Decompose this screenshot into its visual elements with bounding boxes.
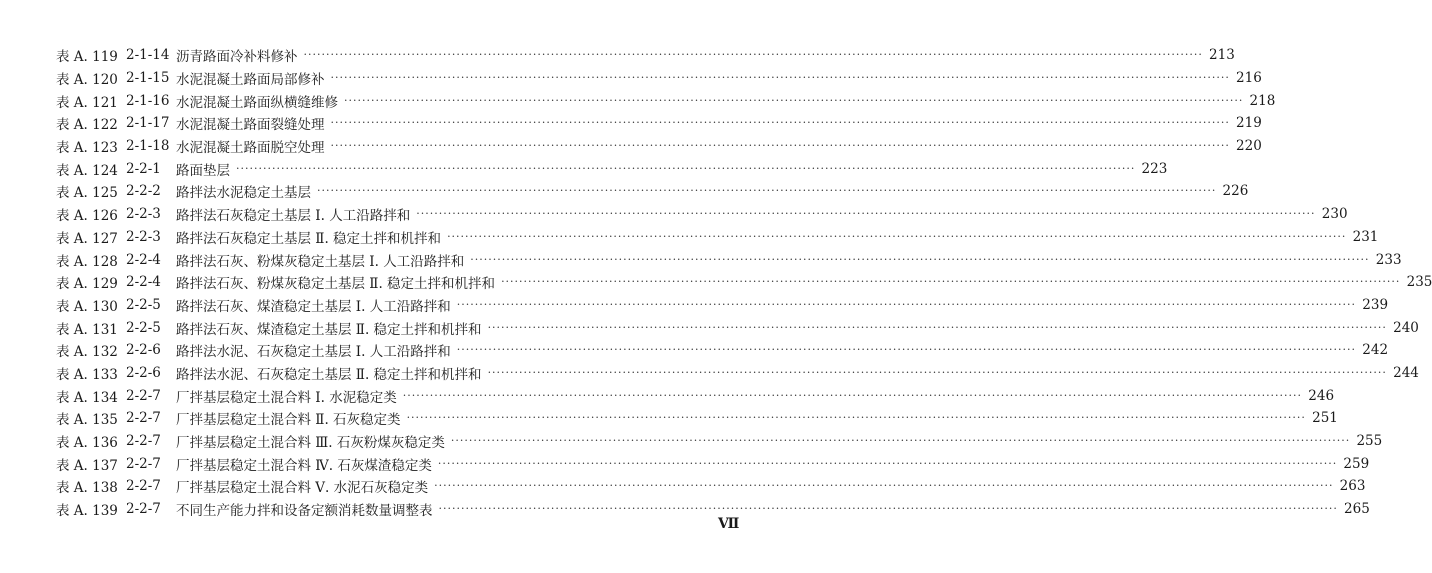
entry-page-number: 242 [1362, 342, 1389, 359]
entry-page-number: 235 [1406, 274, 1432, 291]
entry-title: 路拌法石灰、煤渣稳定土基层 Ⅰ. 人工沿路拌和 [176, 298, 451, 315]
entry-title: 厂拌基层稳定土混合料 Ⅲ. 石灰粉煤灰稳定类 [176, 435, 445, 452]
entry-code: 2-2-3 [126, 206, 161, 223]
dot-leader: ········································································································································································································ [330, 71, 1230, 85]
entry-code: 2-1-14 [126, 47, 170, 64]
dot-leader: ········································································································································································································ [487, 320, 1387, 334]
entry-code: 2-2-7 [126, 455, 161, 472]
dot-leader: ········································································································································································································ [470, 252, 1370, 266]
entry-title: 水泥混凝土路面局部修补 [176, 72, 325, 89]
entry-code: 2-2-5 [126, 296, 161, 313]
entry-code: 2-2-7 [126, 387, 161, 404]
entry-page-number: 231 [1352, 228, 1379, 245]
entry-table-number: 表 A. 125 [56, 185, 118, 202]
dot-leader: ········································································································································································································ [402, 388, 1303, 402]
entry-page-number: 220 [1236, 138, 1262, 155]
entry-table-number: 表 A. 132 [56, 344, 118, 361]
entry-code: 2-2-4 [126, 274, 161, 291]
dot-leader: ········································································································································································································ [438, 502, 1338, 516]
toc-entry[interactable] [56, 112, 1262, 135]
dot-leader: ········································································································································································································ [447, 229, 1347, 243]
entry-table-number: 表 A. 135 [56, 412, 118, 429]
toc-entry[interactable] [56, 407, 1338, 430]
toc-entry[interactable] [56, 203, 1348, 226]
dot-leader: ········································································································································································································ [236, 161, 1136, 175]
entry-title: 厂拌基层稳定土混合料 Ⅱ. 石灰稳定类 [176, 412, 401, 429]
toc-entry[interactable] [56, 475, 1366, 498]
entry-table-number: 表 A. 120 [56, 72, 118, 89]
entry-page-number: 251 [1312, 410, 1338, 427]
entry-code: 2-2-5 [126, 319, 161, 336]
entry-page-number: 239 [1362, 296, 1389, 313]
entry-code: 2-1-16 [126, 92, 170, 109]
entry-code: 2-2-7 [126, 410, 161, 427]
entry-table-number: 表 A. 134 [56, 389, 118, 406]
entry-page-number: 246 [1308, 387, 1335, 404]
entry-code: 2-2-7 [126, 478, 161, 495]
entry-table-number: 表 A. 136 [56, 435, 118, 452]
entry-table-number: 表 A. 123 [56, 140, 118, 157]
toc-entry[interactable] [56, 135, 1262, 158]
entry-table-number: 表 A. 133 [56, 366, 118, 383]
entry-table-number: 表 A. 131 [56, 321, 118, 338]
entry-page-number: 263 [1339, 478, 1366, 495]
entry-page-number: 233 [1375, 251, 1402, 268]
entry-page-number: 213 [1209, 47, 1235, 64]
dot-leader: ········································································································································································································ [317, 184, 1217, 198]
entry-title: 厂拌基层稳定土混合料 Ⅴ. 水泥石灰稳定类 [176, 480, 429, 497]
toc-entry[interactable] [56, 248, 1402, 271]
dot-leader: ········································································································································································································ [330, 116, 1230, 130]
toc-entry[interactable] [56, 157, 1168, 180]
entry-page-number: 259 [1343, 455, 1370, 472]
entry-table-number: 表 A. 128 [56, 253, 118, 270]
entry-title: 路拌法石灰、煤渣稳定土基层 Ⅱ. 稳定土拌和机拌和 [176, 321, 482, 338]
entry-table-number: 表 A. 139 [56, 503, 118, 520]
dot-leader: ········································································································································································································ [487, 365, 1387, 379]
entry-table-number: 表 A. 124 [56, 162, 118, 179]
entry-code: 2-2-7 [126, 433, 161, 450]
entry-table-number: 表 A. 119 [56, 49, 118, 66]
toc-entry[interactable] [56, 452, 1370, 475]
entry-code: 2-2-6 [126, 364, 161, 381]
entry-title: 路面垫层 [176, 162, 230, 179]
entry-code: 2-2-2 [126, 183, 161, 200]
entry-title: 路拌法石灰稳定土基层 Ⅰ. 人工沿路拌和 [176, 208, 411, 225]
entry-title: 沥青路面冷补料修补 [176, 49, 298, 66]
dot-leader: ········································································································································································································ [450, 434, 1351, 448]
entry-page-number: 240 [1393, 319, 1419, 336]
entry-title: 厂拌基层稳定土混合料 Ⅰ. 水泥稳定类 [176, 389, 397, 406]
dot-leader: ········································································································································································································ [434, 479, 1334, 493]
toc-entry[interactable] [56, 67, 1262, 90]
toc-entry[interactable] [56, 180, 1249, 203]
entry-table-number: 表 A. 122 [56, 117, 118, 134]
entry-table-number: 表 A. 138 [56, 480, 118, 497]
entry-page-number: 223 [1141, 160, 1168, 177]
entry-title: 路拌法石灰稳定土基层 Ⅱ. 稳定土拌和机拌和 [176, 230, 442, 247]
entry-code: 2-2-1 [126, 160, 161, 177]
toc-entry[interactable] [56, 430, 1383, 453]
toc-entry[interactable] [56, 498, 1370, 521]
dot-leader: ········································································································································································································ [330, 139, 1230, 153]
entry-title: 路拌法石灰、粉煤灰稳定土基层 Ⅱ. 稳定土拌和机拌和 [176, 276, 496, 293]
toc-entry[interactable] [56, 89, 1276, 112]
toc-entry[interactable] [56, 339, 1389, 362]
entry-title: 路拌法水泥稳定土基层 [176, 185, 311, 202]
entry-table-number: 表 A. 130 [56, 298, 118, 315]
dot-leader: ········································································································································································································ [456, 297, 1357, 311]
entry-page-number: 218 [1249, 92, 1276, 109]
entry-title: 路拌法石灰、粉煤灰稳定土基层 Ⅰ. 人工沿路拌和 [176, 253, 465, 270]
entry-title: 路拌法水泥、石灰稳定土基层 Ⅱ. 稳定土拌和机拌和 [176, 366, 482, 383]
entry-page-number: 226 [1222, 183, 1249, 200]
entry-table-number: 表 A. 127 [56, 230, 118, 247]
entry-page-number: 230 [1321, 206, 1348, 223]
dot-leader: ········································································································································································································ [406, 411, 1306, 425]
entry-page-number: 219 [1236, 115, 1262, 132]
entry-table-number: 表 A. 129 [56, 276, 118, 293]
entry-title: 厂拌基层稳定土混合料 Ⅳ. 石灰煤渣稳定类 [176, 457, 432, 474]
toc-entry[interactable] [56, 384, 1335, 407]
toc-entry[interactable] [56, 362, 1419, 385]
entry-code: 2-1-15 [126, 70, 170, 87]
toc-entry[interactable] [56, 316, 1419, 339]
toc-entry[interactable] [56, 226, 1379, 249]
entry-code: 2-2-3 [126, 228, 161, 245]
entry-code: 2-2-6 [126, 342, 161, 359]
entry-code: 2-2-4 [126, 251, 161, 268]
entry-title: 水泥混凝土路面纵横缝维修 [176, 94, 338, 111]
entry-table-number: 表 A. 121 [56, 94, 118, 111]
entry-code: 2-1-17 [126, 115, 170, 132]
entry-title: 不同生产能力拌和设备定额消耗数量调整表 [176, 503, 433, 520]
dot-leader: ········································································································································································································ [303, 48, 1203, 62]
table-of-contents [56, 44, 1432, 520]
dot-leader: ········································································································································································································ [437, 456, 1338, 470]
dot-leader: ········································································································································································································ [456, 343, 1357, 357]
entry-page-number: 244 [1393, 364, 1419, 381]
entry-table-number: 表 A. 126 [56, 208, 118, 225]
toc-entry[interactable] [56, 294, 1389, 317]
toc-entry[interactable] [56, 271, 1432, 294]
entry-page-number: 216 [1236, 70, 1262, 87]
toc-entry[interactable] [56, 44, 1235, 67]
entry-table-number: 表 A. 137 [56, 457, 118, 474]
entry-page-number: 265 [1344, 501, 1370, 518]
entry-title: 路拌法水泥、石灰稳定土基层 Ⅰ. 人工沿路拌和 [176, 344, 451, 361]
entry-title: 水泥混凝土路面裂缝处理 [176, 117, 325, 134]
entry-code: 2-2-7 [126, 501, 161, 518]
page-number: Ⅶ [718, 516, 740, 532]
entry-title: 水泥混凝土路面脱空处理 [176, 140, 325, 157]
dot-leader: ········································································································································································································ [416, 207, 1316, 221]
entry-page-number: 255 [1356, 433, 1383, 450]
dot-leader: ········································································································································································································ [501, 275, 1401, 289]
entry-code: 2-1-18 [126, 138, 170, 155]
dot-leader: ········································································································································································································ [344, 93, 1244, 107]
